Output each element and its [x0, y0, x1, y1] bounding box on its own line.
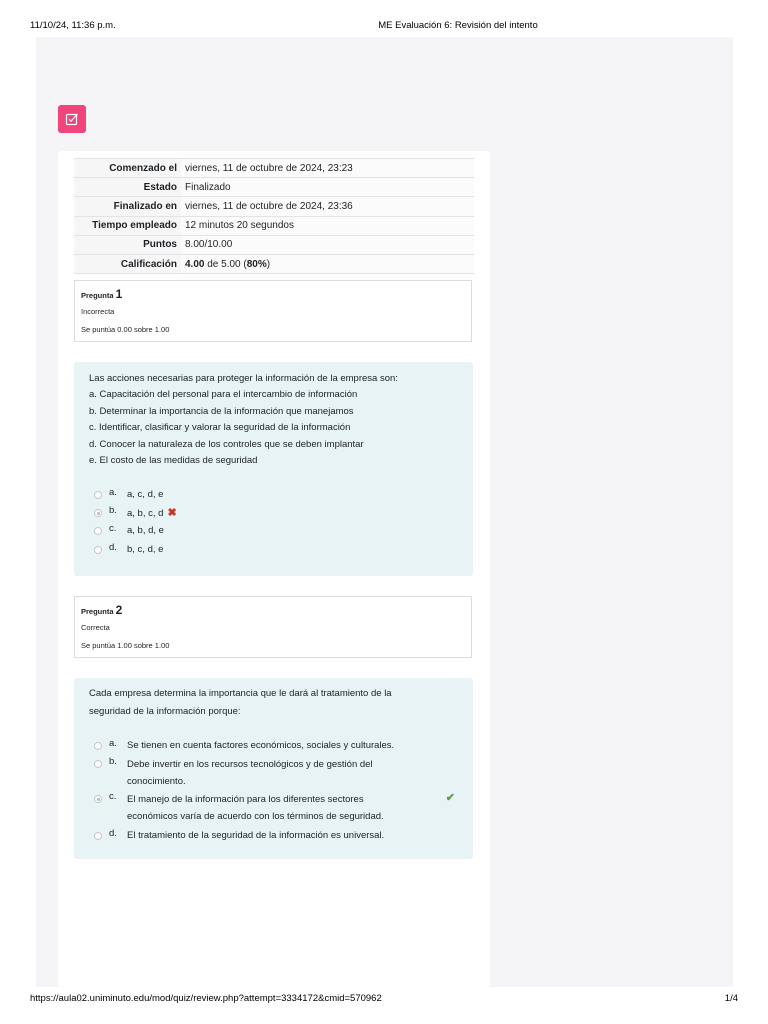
incorrect-icon: ✖ — [167, 507, 177, 519]
summary-row — [74, 159, 474, 178]
print-datetime: 11/10/24, 11:36 p.m. — [30, 20, 116, 31]
answer-option-c[interactable] — [94, 791, 455, 825]
question-prefix: Pregunta — [81, 607, 114, 616]
print-url: https://aula02.uniminuto.edu/mod/quiz/review.php?attempt=3334172&cmid=570962 — [30, 993, 382, 1004]
answer-letter: b. — [109, 756, 117, 767]
summary-label: Finalizado en — [74, 197, 181, 216]
question-text-line: c. Identificar, clasificar y valorar la seguridad de la información — [89, 422, 351, 434]
summary-value: viernes, 11 de octubre de 2024, 23:23 — [181, 159, 474, 178]
radio-button-selected[interactable] — [94, 509, 102, 517]
answer-text-wrap — [127, 505, 443, 522]
question-text — [89, 685, 443, 720]
summary-row — [74, 235, 474, 254]
answer-text: El tratamiento de la seguridad de la información es universal. — [127, 830, 385, 841]
question-grade: Se puntúa 1.00 sobre 1.00 — [81, 641, 170, 650]
summary-label: Calificación — [74, 254, 181, 273]
summary-label: Comenzado el — [74, 159, 181, 178]
print-title: ME Evaluación 6: Revisión del intento — [378, 20, 538, 31]
question-text-line: seguridad de la información porque: — [89, 705, 241, 717]
quiz-icon — [58, 105, 86, 133]
print-page-number: 1/4 — [724, 993, 738, 1004]
summary-row — [74, 216, 474, 235]
summary-value: viernes, 11 de octubre de 2024, 23:36 — [181, 197, 474, 216]
answer-text: a, b, c, d — [127, 508, 164, 519]
answer-letter: c. — [109, 523, 117, 534]
grade-close: ) — [266, 258, 271, 270]
question-text-line: Las acciones necesarias para proteger la información de la empresa son: — [89, 373, 398, 384]
question-1-info — [74, 280, 472, 342]
quiz-checkbox-icon — [65, 112, 79, 126]
grade-percent: 80% — [246, 258, 267, 270]
radio-button-selected[interactable] — [94, 795, 102, 803]
question-text-line: e. El costo de las medidas de seguridad — [89, 455, 258, 467]
answer-letter: d. — [109, 828, 117, 839]
radio-button[interactable] — [94, 491, 102, 499]
summary-label: Estado — [74, 178, 181, 197]
attempt-summary-table — [74, 158, 474, 274]
summary-row — [74, 197, 474, 216]
question-text-line: Cada empresa determina la importancia que le dará al tratamiento de la — [89, 688, 392, 699]
summary-row — [74, 178, 474, 197]
summary-value: 12 minutos 20 segundos — [181, 216, 474, 235]
answer-option-b[interactable] — [94, 756, 443, 790]
answer-option-d[interactable] — [94, 542, 443, 560]
answer-option-c[interactable] — [94, 523, 443, 541]
summary-value: 8.00/10.00 — [181, 235, 474, 254]
grade-score: 4.00 — [185, 258, 205, 270]
radio-button[interactable] — [94, 760, 102, 768]
question-text-line: d. Conocer la naturaleza de los controles que se deben implantar — [89, 438, 364, 450]
answer-text: a, b, d, e — [127, 525, 164, 536]
radio-button[interactable] — [94, 832, 102, 840]
answer-text: El manejo de la información para los diferentes sectores económicos varía de acuerdo con los términos de seguridad. — [127, 794, 384, 822]
grade-value — [181, 254, 474, 273]
question-2-content — [74, 678, 473, 859]
answer-text: a, c, d, e — [127, 489, 164, 500]
answer-letter: a. — [109, 487, 117, 498]
answer-option-a[interactable] — [94, 487, 443, 505]
question-text — [89, 371, 443, 469]
summary-label: Puntos — [74, 235, 181, 254]
question-1-content — [74, 362, 473, 576]
question-number-value: 1 — [115, 287, 123, 301]
grade-of: de 5.00 ( — [204, 258, 247, 270]
summary-row-grade — [74, 254, 474, 273]
answer-letter: d. — [109, 542, 117, 553]
radio-button[interactable] — [94, 546, 102, 554]
answer-option-a[interactable] — [94, 738, 443, 756]
answer-letter: b. — [109, 505, 117, 516]
question-2-info — [74, 596, 472, 658]
answer-text: Debe invertir en los recursos tecnológicos y de gestión del conocimiento. — [127, 759, 373, 787]
answer-letter: c. — [109, 791, 117, 802]
question-number-value: 2 — [115, 603, 123, 617]
answer-letter: a. — [109, 738, 117, 749]
radio-button[interactable] — [94, 742, 102, 750]
question-text-line: a. Capacitación del personal para el intercambio de información — [89, 389, 358, 401]
question-number — [81, 287, 122, 301]
question-state: Incorrecta — [81, 307, 115, 316]
correct-check-icon: ✔ — [445, 792, 455, 804]
summary-value: Finalizado — [181, 178, 474, 197]
radio-button[interactable] — [94, 527, 102, 535]
question-number — [81, 603, 122, 617]
question-text-line: b. Determinar la importancia de la información que manejamos — [89, 405, 354, 417]
answer-text: b, c, d, e — [127, 544, 164, 555]
question-grade: Se puntúa 0.00 sobre 1.00 — [81, 325, 170, 334]
summary-label: Tiempo empleado — [74, 216, 181, 235]
answer-option-b[interactable] — [94, 505, 443, 523]
question-state: Correcta — [81, 623, 110, 632]
answer-option-d[interactable] — [94, 828, 443, 846]
answer-text: Se tienen en cuenta factores económicos, sociales y culturales. — [127, 740, 395, 751]
question-prefix: Pregunta — [81, 291, 114, 300]
